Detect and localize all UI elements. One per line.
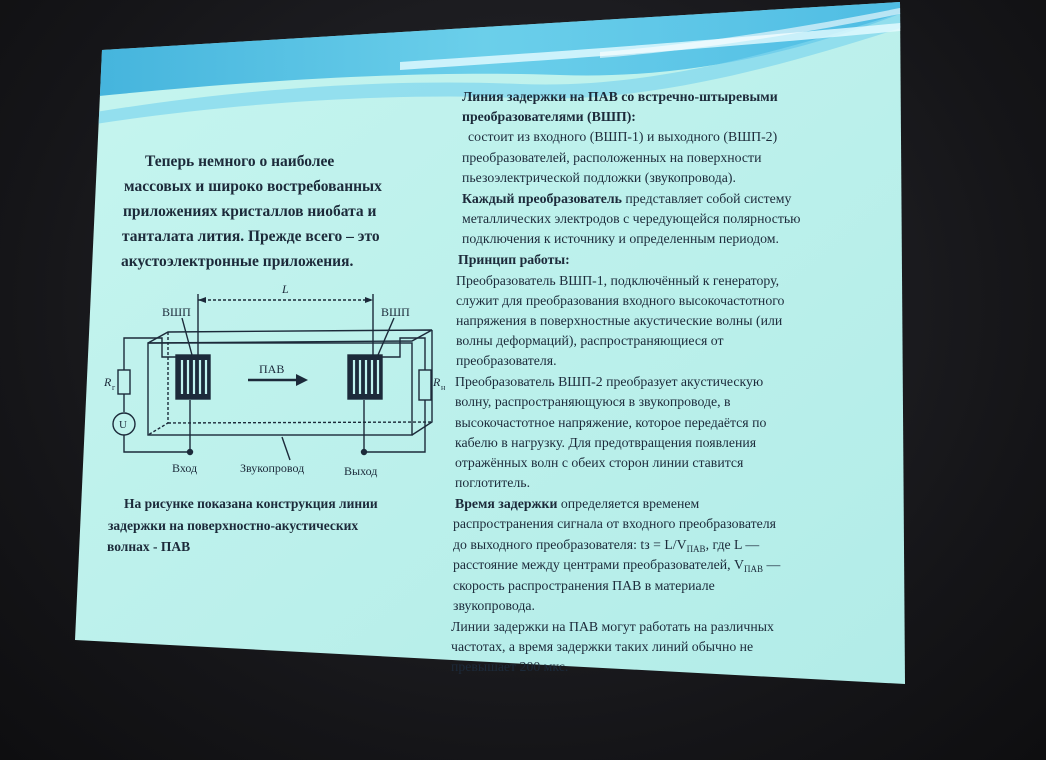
- paragraph-line: высокочастотное напряжение, которое передаётся по: [455, 415, 767, 430]
- intro-line: акустоэлектронные приложения.: [121, 253, 354, 270]
- paragraph-line: Преобразователь ВШП-1, подключённый к генератору,: [456, 273, 780, 288]
- paragraph-line: отражённых волн с обеих сторон линии ставится: [455, 455, 744, 470]
- paragraph-line: преобразователей, расположенных на поверхности: [462, 150, 762, 165]
- formula-line: до выходного преобразователя: tз = $L/V_{ПАВ}$, где L —: [453, 537, 760, 554]
- paragraph-line: скорость распространения ПАВ в материале: [453, 578, 715, 593]
- paragraph-line: пьезоэлектрической подложки (звукопровода).: [462, 170, 736, 185]
- paragraph-line: металлических электродов с чередующейся полярностью: [462, 211, 801, 226]
- rg-label: R: [104, 375, 112, 389]
- paragraph-line: волну, распространяющуюся в звукопроводе, в: [455, 394, 731, 409]
- paragraph-line: волны деформаций), распространяющиеся от: [456, 333, 724, 348]
- length-label: L: [282, 282, 289, 296]
- voltage-label: U: [119, 419, 127, 431]
- paragraph-line: частотах, а время задержки таких линий обычно не: [451, 639, 754, 654]
- waveguide-label: Звукопровод: [240, 461, 305, 475]
- paragraph-line: преобразователя.: [456, 353, 557, 368]
- paragraph-line: звукопровода.: [453, 598, 535, 613]
- paragraph-line: Преобразователь ВШП-2 преобразует акустическую: [455, 374, 764, 389]
- saw-label: ПАВ: [259, 362, 285, 376]
- paragraph-line: напряжения в поверхностные акустические волны (или: [456, 313, 783, 328]
- idt-right-label: ВШП: [381, 305, 410, 319]
- caption-line: задержки на поверхностно-акустических: [108, 518, 359, 533]
- input-label: Вход: [172, 461, 198, 475]
- rg-subscript: г: [112, 383, 116, 392]
- paragraph-line: превышает 200 мкс.: [451, 659, 569, 674]
- caption-line: волнах - ПАВ: [107, 539, 191, 554]
- paragraph-line: расстояние между центрами преобразователей, $V_{ПАВ}$ —: [453, 557, 781, 574]
- output-label: Выход: [344, 464, 378, 478]
- intro-line: массовых и широко востребованных: [124, 178, 382, 195]
- principle-heading: Принцип работы:: [458, 252, 570, 267]
- intro-line: приложениях кристаллов ниобата и: [123, 203, 377, 220]
- paragraph-line: состоит из входного (ВШП-1) и выходного (ВШП-2): [468, 129, 778, 144]
- paragraph-line: Каждый преобразователь представляет собой систему: [462, 191, 792, 206]
- section-heading: Линия задержки на ПАВ со встречно-штыревыми: [462, 89, 778, 104]
- caption-line: На рисунке показана конструкция линии: [124, 496, 378, 511]
- idt-left-label: ВШП: [162, 305, 191, 319]
- paragraph-line: распространения сигнала от входного преобразователя: [453, 516, 776, 531]
- paragraph-line: подключения к источнику и определенным периодом.: [462, 231, 779, 246]
- paragraph-line: поглотитель.: [455, 475, 531, 490]
- paragraph-line: Линии задержки на ПАВ могут работать на различных: [451, 619, 774, 634]
- paragraph-line: Время задержки определяется временем: [455, 496, 700, 511]
- intro-line: Теперь немного о наиболее: [145, 153, 335, 170]
- paragraph-line: кабелю в нагрузку. Для предотвращения появления: [455, 435, 757, 450]
- rh-label: R: [433, 375, 441, 389]
- paragraph-line: служит для преобразования входного высокочастотного: [456, 293, 785, 308]
- section-heading: преобразователями (ВШП):: [462, 109, 636, 124]
- intro-line: танталата лития. Прежде всего – это: [122, 228, 380, 245]
- rh-subscript: н: [441, 383, 446, 392]
